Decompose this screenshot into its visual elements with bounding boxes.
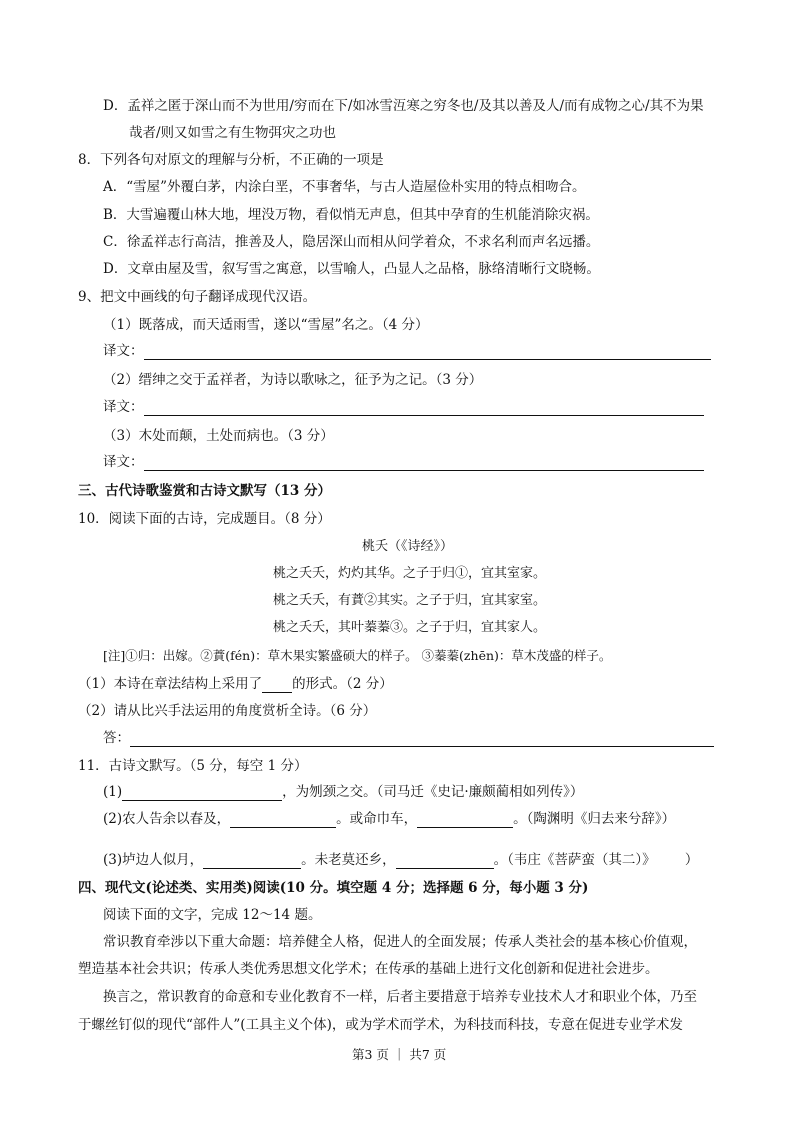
poem-line-3: 桃之夭夭，其叶蓁蓁③。之子于归，宜其家人。 [273, 620, 547, 635]
q10-sub1 [78, 675, 393, 693]
q11-line-1-source: ，为刎颈之交。（司马迁《史记·廉颇蔺相如列传》） [282, 784, 584, 800]
page-number: 第3 页 ｜ 共7 页 [352, 1047, 447, 1062]
q10-sub1-text: （1）本诗在章法结构上采用了 [78, 676, 263, 692]
section3-heading: 三、古代诗歌鉴赏和古诗文默写（13 分） [78, 483, 331, 499]
q9-item-3: （3）木处而颠，土处而病也。（3 分） [103, 428, 334, 444]
q9-answer-label: 译文： [103, 399, 144, 415]
poem-line-1: 桃之夭夭，灼灼其华。之子于归①，宜其室家。 [273, 566, 547, 581]
section4-para2-line1: 换言之，常识教育的命意和专业化教育不一样，后者主要措意于培养专业技术人才和职业个体，乃至 [103, 989, 697, 1005]
section4-para2-line2: 于螺丝钉似的现代“部件人”(工具主义个体)，或为学术而学术，为科技而科技，专意在促进专业学术发 [78, 1017, 683, 1033]
q11-blank-2[interactable] [230, 813, 336, 828]
q8-stem: 8．下列各句对原文的理解与分析，不正确的一项是 [78, 152, 384, 168]
q7-option-d-line2: 哉者/则又如雪之有生物弭灾之功也 [129, 125, 337, 141]
q10-answer [103, 729, 714, 747]
q11-line-2-source: 。（陶渊明《归去来兮辞》） [513, 811, 676, 827]
q9-answer-2 [103, 398, 704, 416]
q11-line-3-prefix: (3)垆边人似月， [103, 852, 204, 868]
q10-answer-label: 答： [103, 730, 130, 746]
q8-option-b: B．大雪遍覆山林大地，埋没万物，看似悄无声息，但其中孕育的生机能消除灾祸。 [103, 207, 599, 223]
section4-intro: 阅读下面的文字，完成 12～14 题。 [103, 907, 322, 923]
section4-para1-line1: 常识教育牵涉以下重大命题：培养健全人格，促进人的全面发展；传承人类社会的基本核心价值观， [103, 934, 697, 950]
q9-answer-label: 译文： [103, 454, 144, 470]
poem-title: 桃夭（《诗经》） [362, 539, 454, 554]
q10-answer-line[interactable] [130, 732, 714, 747]
q11-line-1-prefix: (1) [103, 784, 123, 800]
q9-item-1: （1）既落成，而天适雨雪，遂以“雪屋”名之。（4 分） [103, 317, 429, 333]
q7-option-d-line1: D．孟祥之匿于深山而不为世用/穷而在下/如冰雪沍寒之穷冬也/及其以善及人/而有成物之心/其不为果 [103, 98, 704, 114]
q11-line-2-mid: 。或命巾车， [336, 811, 418, 827]
q10-sub1-points: 的形式。（2 分） [292, 676, 393, 692]
poem-line-2: 桃之夭夭，有蕡②其实。之子于归，宜其家室。 [273, 593, 547, 608]
q9-answer-3 [103, 453, 704, 471]
q11-line-2 [103, 810, 675, 828]
q10-stem: 10．阅读下面的古诗，完成题目。（8 分） [78, 511, 331, 527]
q11-blank-3[interactable] [417, 813, 513, 828]
q11-line-3-mid: 。未老莫还乡， [301, 852, 396, 868]
q9-answer-label: 译文： [103, 343, 144, 359]
q11-line-3-paren: ） [684, 852, 699, 868]
q9-stem: 9、把文中画线的句子翻译成现代汉语。 [78, 289, 317, 305]
q11-line-2-prefix: (2)农人告余以春及， [103, 811, 231, 827]
q8-option-c: C．徐孟祥志行高洁，推善及人，隐居深山而相从问学着众，不求名利而声名远播。 [103, 234, 600, 250]
q11-line-3 [103, 851, 698, 869]
q11-line-3-source: 。（韦庄《菩萨蛮（其二）》 [493, 852, 649, 868]
q11-blank-1[interactable] [122, 786, 282, 801]
q9-answer-1-line[interactable] [144, 345, 711, 360]
q11-line-1 [103, 783, 583, 801]
section4-para1-line2: 塑造基本社会共识；传承人类优秀思想文化学术；在传承的基础上进行文化创新和促进社会进步。 [78, 961, 659, 977]
q10-sub2: （2）请从比兴手法运用的角度赏析全诗。（6 分） [78, 703, 377, 719]
q9-answer-1 [103, 342, 711, 360]
q11-blank-5[interactable] [396, 854, 494, 869]
q11-blank-4[interactable] [203, 854, 301, 869]
q9-answer-2-line[interactable] [144, 401, 704, 416]
poem-note: [注]①归：出嫁。②蕡(fén)：草木果实繁盛硕大的样子。 ③蓁蓁(zhēn)：草木茂盛的样子。 [103, 648, 612, 663]
q11-stem: 11．古诗文默写。（5 分，每空 1 分） [78, 758, 308, 774]
section4-heading: 四、现代文(论述类、实用类)阅读(10 分。填空题 4 分；选择题 6 分，每小题 3 分) [78, 880, 589, 896]
q9-answer-3-line[interactable] [144, 456, 704, 471]
q8-option-a: A．“雪屋”外覆白茅，内涂白垩，不事奢华，与古人造屋俭朴实用的特点相吻合。 [103, 179, 586, 195]
q8-option-d: D．文章由屋及雪，叙写雪之寓意，以雪喻人，凸显人之品格，脉络清晰行文晓畅。 [103, 261, 600, 277]
q10-sub1-blank[interactable] [262, 678, 292, 693]
q9-item-2: （2）缙绅之交于孟祥者，为诗以歌咏之，征予为之记。（3 分） [103, 372, 483, 388]
